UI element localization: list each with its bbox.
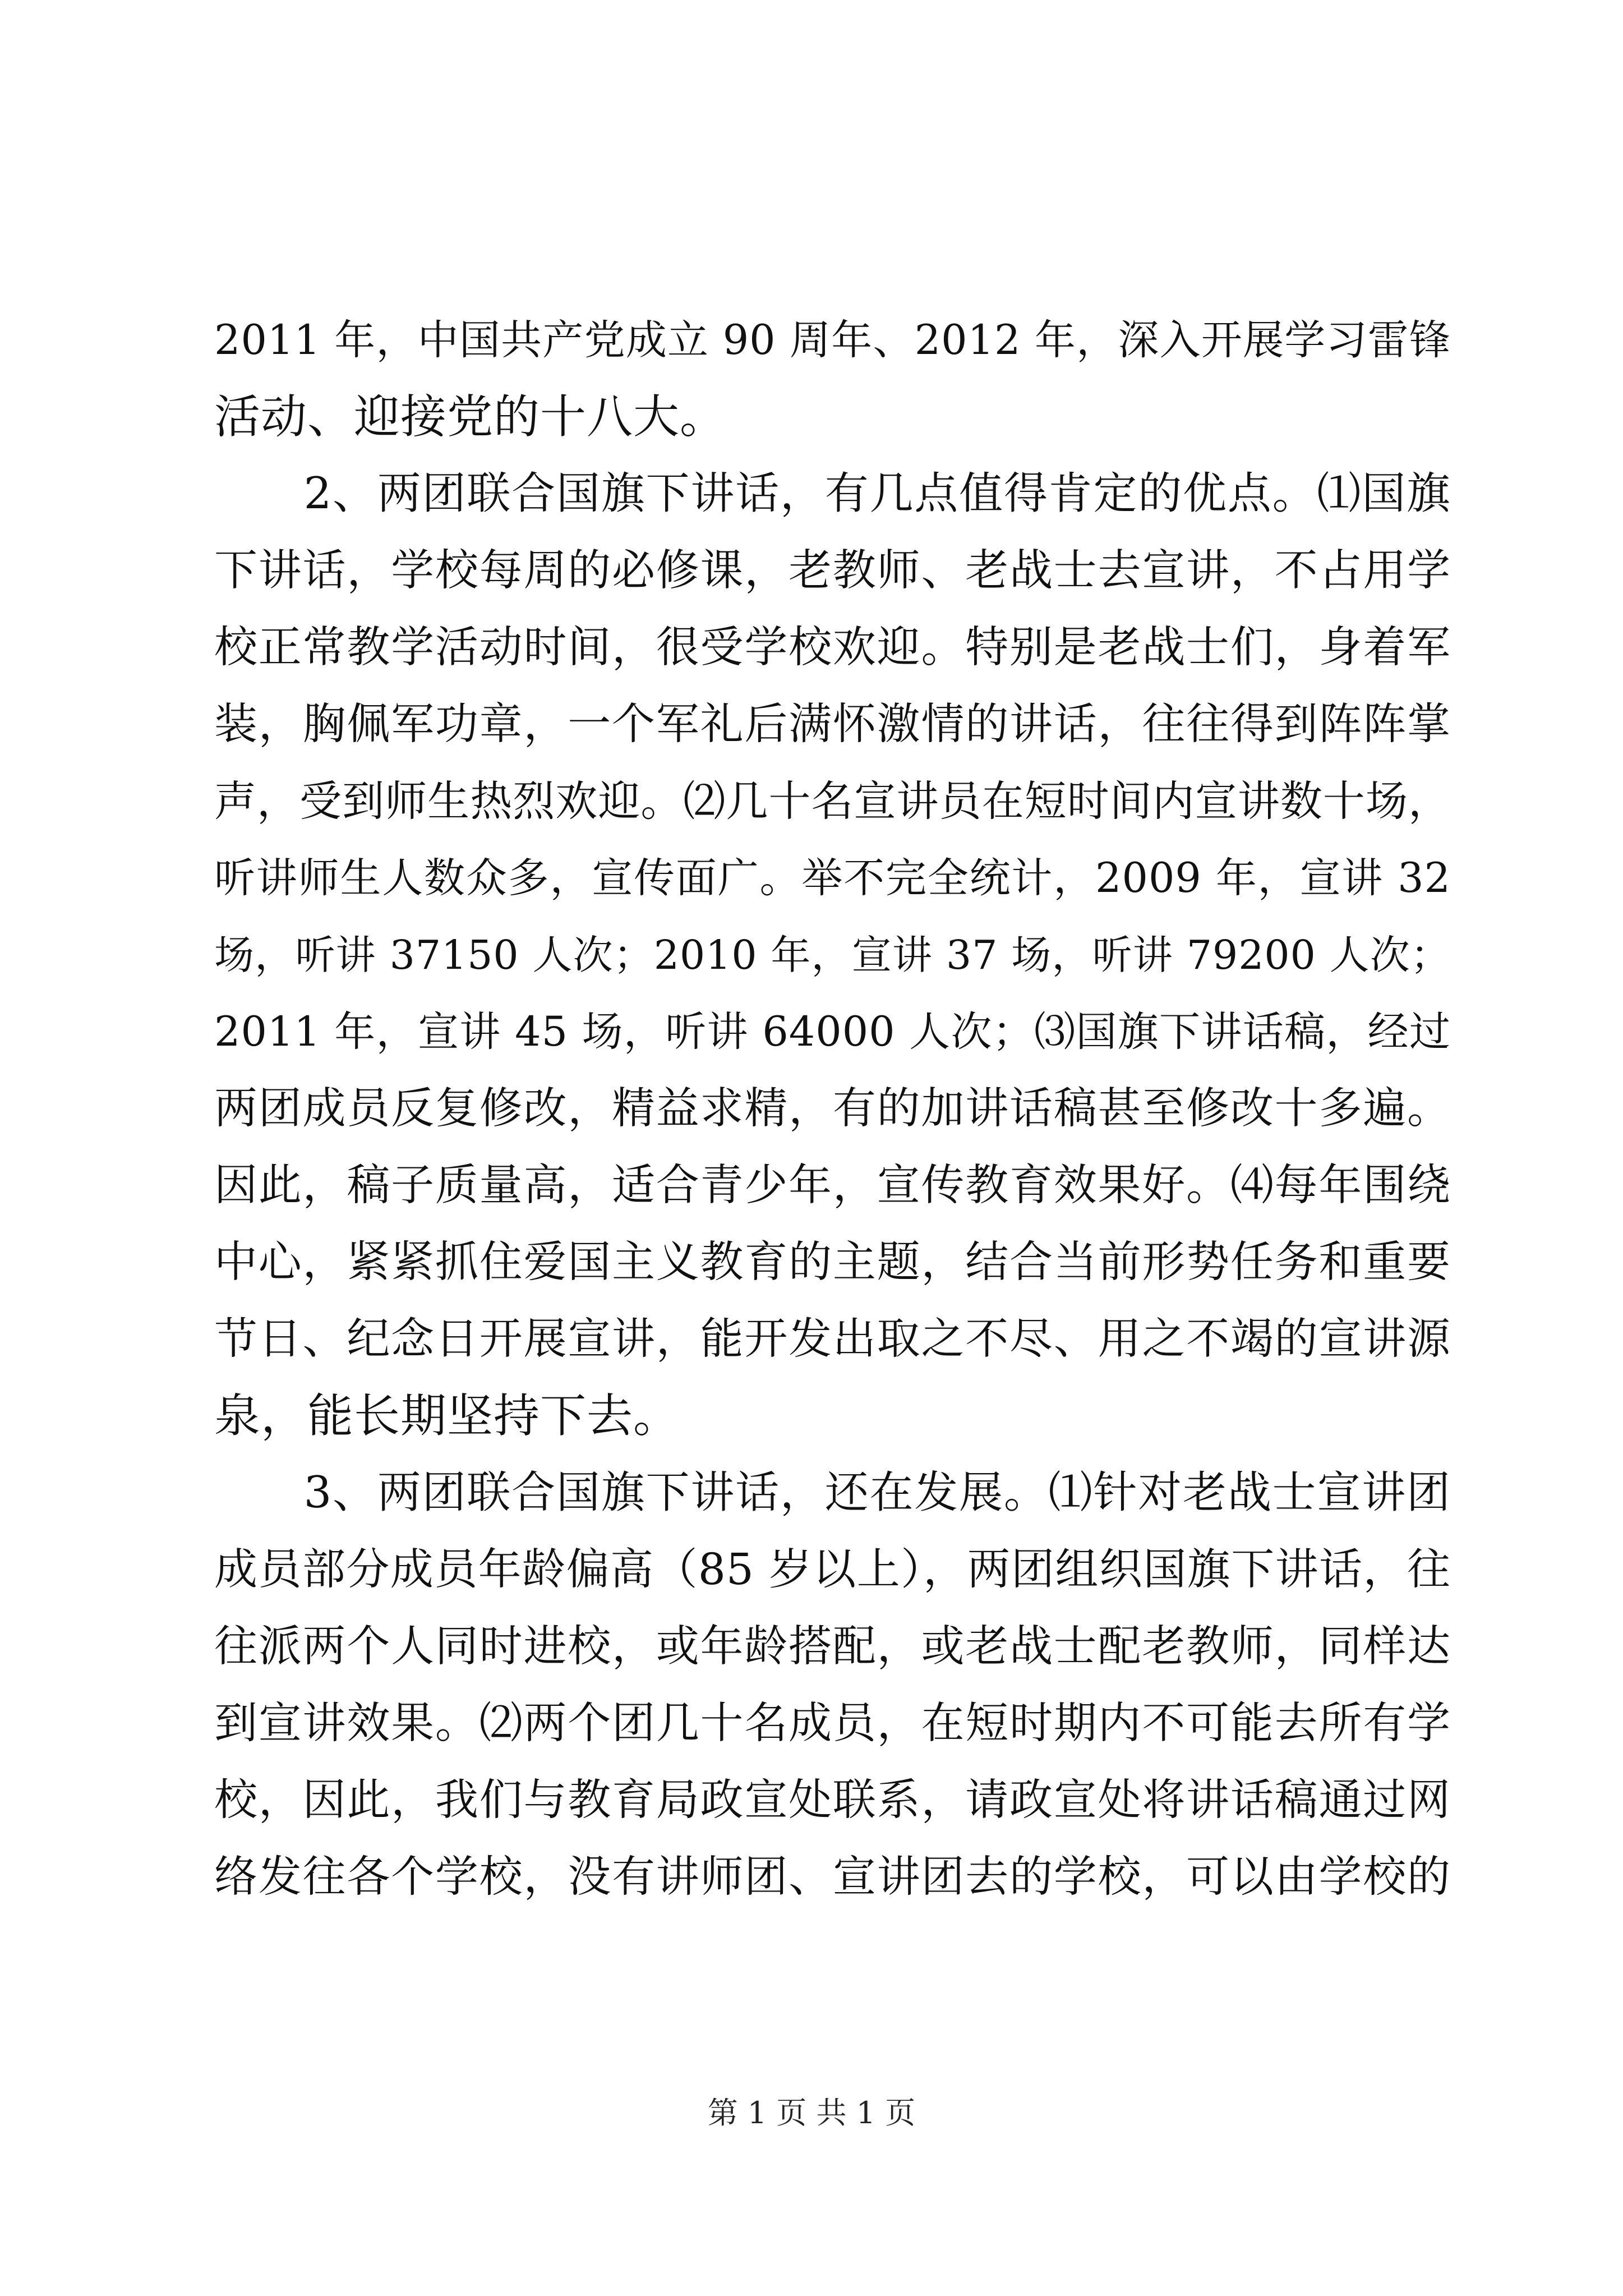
text-line: 2、两团联合国旗下讲话，有几点值得肯定的优点。⑴国旗 — [214, 468, 1451, 519]
text-line: 听讲师生人数众多，宣传面广。举不完全统计，2009 年，宣讲 32 — [214, 854, 1451, 902]
text-line: 场，听讲 37150 人次；2010 年，宣讲 37 场，听讲 79200 人次； — [214, 932, 1451, 978]
page-footer: 第 1 页 共 1 页 — [707, 2095, 916, 2131]
text-line: 络发往各个学校，没有讲师团、宣讲团去的学校，可以由学校的 — [214, 1852, 1451, 1902]
text-line: 校正常教学活动时间，很受学校欢迎。特别是老战士们，身着军 — [214, 623, 1451, 673]
text-line: 3、两团联合国旗下讲话，还在发展。⑴针对老战士宣讲团 — [214, 1467, 1451, 1518]
text-line: 校，因此，我们与教育局政宣处联系，请政宣处将讲话稿通过网 — [214, 1775, 1451, 1825]
text-line: 到宣讲效果。⑵两个团几十名成员，在短时期内不可能去所有学 — [214, 1699, 1451, 1749]
text-line: 成员部分成员年龄偏高（85 岁以上），两团组织国旗下讲话，往 — [214, 1545, 1451, 1595]
text-line: 2011 年，中国共产党成立 90 周年、2012 年，深入开展学习雷锋 — [214, 316, 1451, 364]
text-line: 因此，稿子质量高，适合青少年，宣传教育效果好。⑷每年围绕 — [214, 1161, 1451, 1211]
text-line: 活动、迎接党的十八大。 — [214, 390, 727, 444]
document-body — [214, 302, 1451, 1916]
text-line: 两团成员反复修改，精益求精，有的加讲话稿甚至修改十多遍。 — [214, 1084, 1451, 1134]
text-line: 节日、纪念日开展宣讲，能开发出取之不尽、用之不竭的宣讲源 — [214, 1314, 1451, 1364]
text-line: 2011 年，宣讲 45 场，听讲 64000 人次；⑶国旗下讲话稿，经过 — [214, 1008, 1451, 1056]
text-line: 装，胸佩军功章，一个军礼后满怀激情的讲话，往往得到阵阵掌 — [214, 700, 1451, 749]
text-line: 往派两个人同时进校，或年龄搭配，或老战士配老教师，同样达 — [214, 1622, 1451, 1672]
text-line: 中心，紧紧抓住爱国主义教育的主题，结合当前形势任务和重要 — [214, 1237, 1451, 1287]
text-line: 下讲话，学校每周的必修课，老教师、老战士去宣讲，不占用学 — [214, 546, 1451, 596]
text-line: 声，受到师生热烈欢迎。⑵几十名宣讲员在短时间内宣讲数十场， — [214, 776, 1451, 826]
text-line: 泉，能长期坚持下去。 — [214, 1389, 680, 1443]
